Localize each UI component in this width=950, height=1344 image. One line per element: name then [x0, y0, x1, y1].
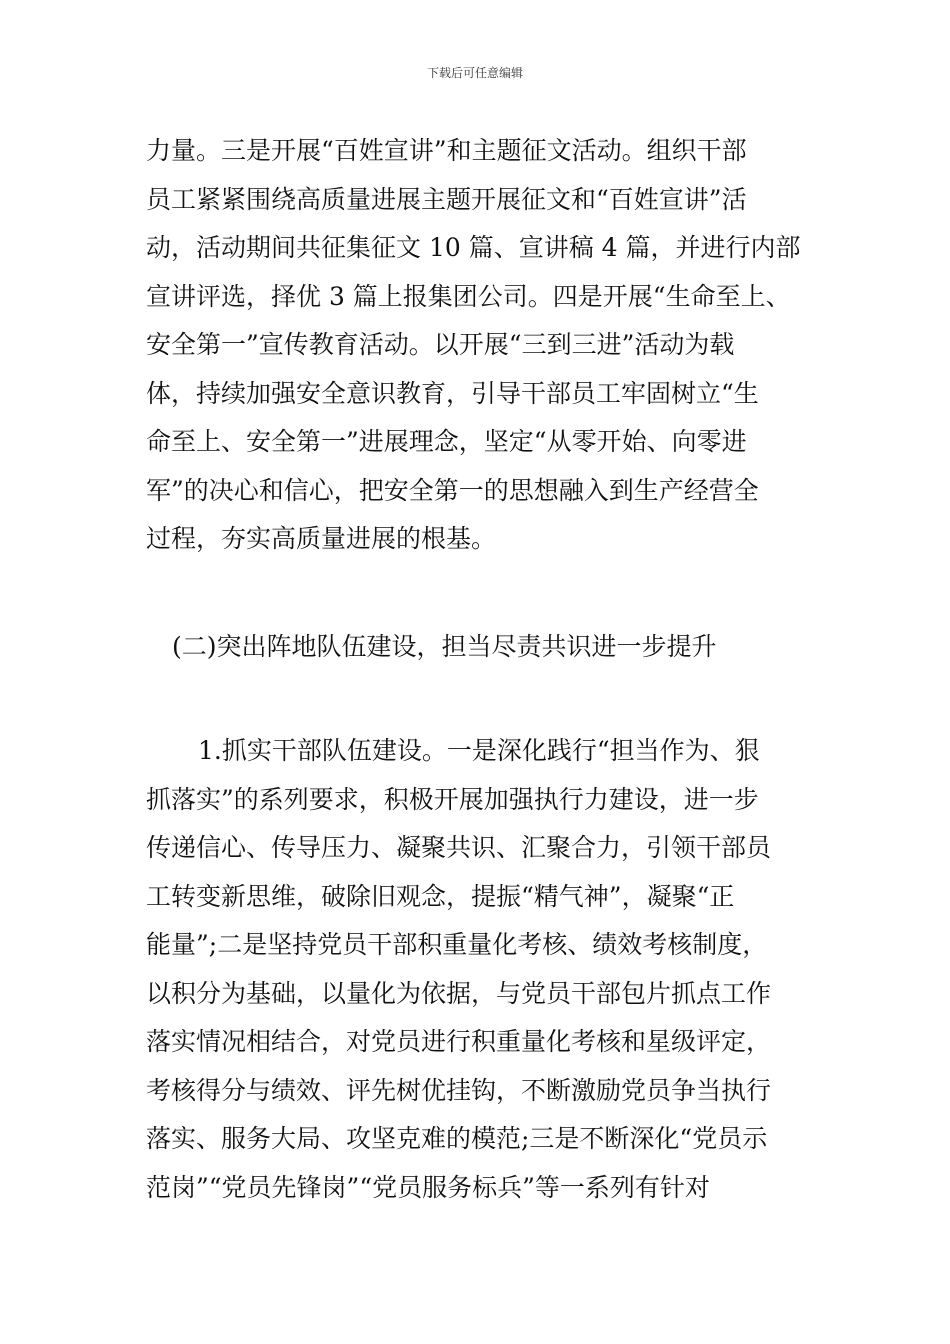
section-heading: [146, 627, 806, 667]
paragraph-line: 能量”;二是坚持党员干部积重量化考核、绩效考核制度，: [146, 930, 768, 959]
paragraph-line: 员工紧紧围绕高质量进展主题开展征文和“百姓宣讲”活: [146, 184, 747, 214]
paragraph-line: 传递信心、传导压力、凝聚共识、汇聚合力，引领干部员: [146, 833, 772, 862]
paragraph-line: 范岗”“党员先锋岗”“党员服务标兵”等一系列有针对: [146, 1172, 710, 1202]
paragraph-line: 宣讲评选，择优 3 篇上报集团公司。四是开展“生命至上、: [146, 281, 791, 311]
paragraph-line: 军”的决心和信心，把安全第一的思想融入到生产经营全: [146, 475, 759, 505]
paragraph-line: 工转变新思维，破除旧观念，提振“精气神”，凝聚“正: [146, 881, 735, 911]
paragraph-line: 过程，夯实高质量进展的根基。: [146, 524, 497, 553]
paragraph-line: 以积分为基础，以量化为依据，与党员干部包片抓点工作: [146, 978, 772, 1008]
paragraph-line: 落实情况相结合，对党员进行积重量化考核和星级评定，: [146, 1027, 772, 1056]
paragraph-line: 命至上、安全第一”进展理念，坚定“从零开始、向零进: [146, 427, 747, 456]
section-heading-text: (二)突出阵地队伍建设，担当尽责共识进一步提升: [172, 632, 717, 661]
paragraph-line: 安全第一”宣传教育活动。以开展“三到三进”活动为载: [146, 330, 735, 359]
paragraph-line: 体，持续加强安全意识教育，引导干部员工牢固树立“生: [146, 378, 759, 408]
paragraph-line: 落实、服务大局、攻坚克难的模范;三是不断深化“党员示: [146, 1124, 768, 1153]
paragraph-line: 1.抓实干部队伍建设。一是深化践行“担当作为、狠: [198, 736, 760, 765]
paragraph-line: 考核得分与绩效、评先树优挂钩，不断激励党员争当执行: [146, 1075, 772, 1105]
paragraph-2: [146, 727, 806, 1212]
paragraph-line: 动，活动期间共征集征文 10 篇、宣讲稿 4 篇，并进行内部: [146, 233, 801, 262]
paragraph-line: 力量。三是开展“百姓宣讲”和主题征文活动。组织干部: [146, 136, 747, 165]
paragraph-1: [146, 127, 806, 564]
header-note: 下载后可任意编辑: [426, 66, 523, 80]
paragraph-line: 抓落实”的系列要求，积极开展加强执行力建设，进一步: [146, 784, 759, 814]
